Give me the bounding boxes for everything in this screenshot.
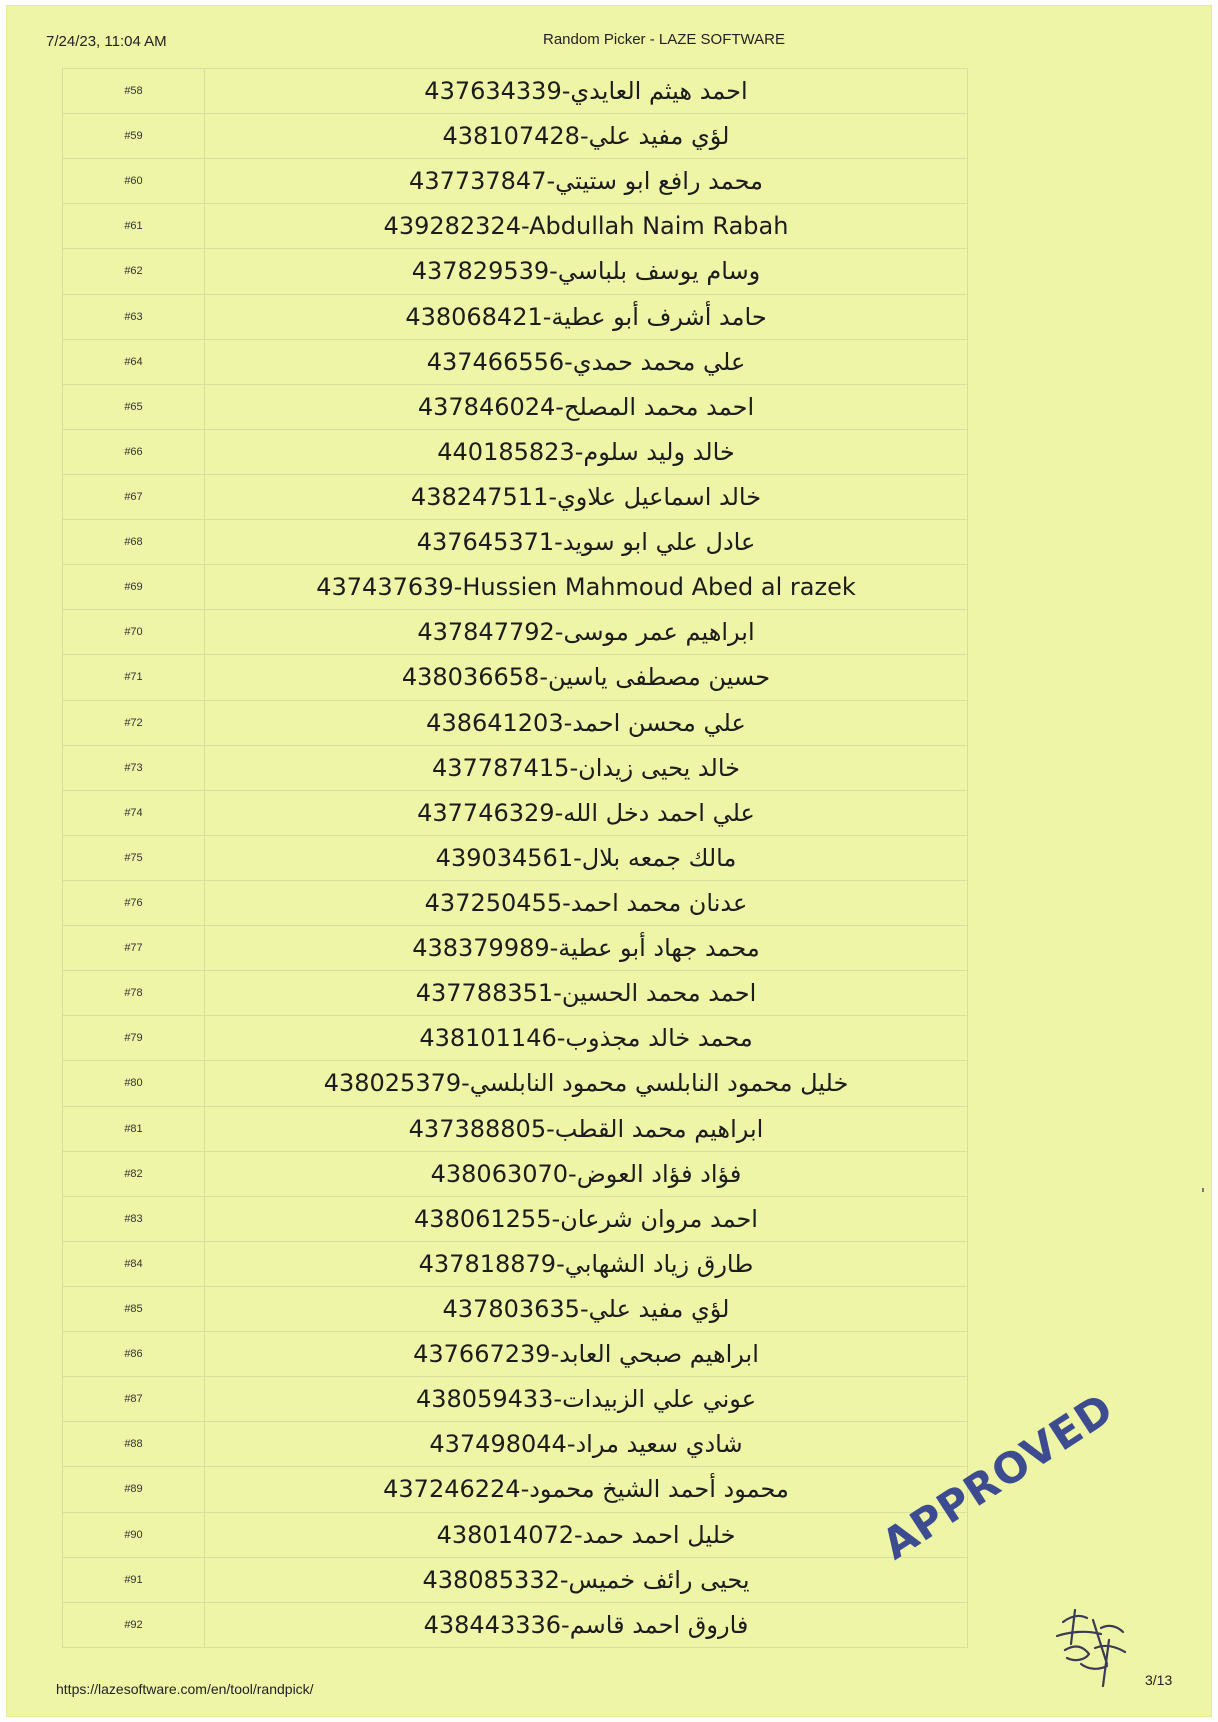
table-row [63,926,968,971]
row-entry: فؤاد فؤاد العوض-438063070 [205,1151,968,1196]
table-row [63,835,968,880]
table-row [63,1286,968,1331]
row-entry: محمد خالد مجذوب-438101146 [205,1016,968,1061]
row-number: #78 [63,971,205,1016]
row-entry: عوني علي الزبيدات-438059433 [205,1377,968,1422]
row-entry: يحيى رائف خميس-438085332 [205,1557,968,1602]
page-header-title [0,31,1218,48]
row-number: #92 [63,1602,205,1647]
row-number: #77 [63,926,205,971]
table-row [63,520,968,565]
row-entry: خالد يحيى زيدان-437787415 [205,745,968,790]
table-row [63,1422,968,1467]
row-entry: احمد هيثم العايدي-437634339 [205,69,968,114]
row-number: #71 [63,655,205,700]
table-row [63,1467,968,1512]
table-row [63,1106,968,1151]
row-entry: لؤي مفيد علي-437803635 [205,1286,968,1331]
row-entry: محمد رافع ابو ستيتي-437737847 [205,159,968,204]
table-row [63,1016,968,1061]
row-entry: ابراهيم محمد القطب-437388805 [205,1106,968,1151]
row-entry: طارق زياد الشهابي-437818879 [205,1241,968,1286]
table-row [63,429,968,474]
table-row [63,1602,968,1647]
row-number: #63 [63,294,205,339]
row-entry: محمد جهاد أبو عطية-438379989 [205,926,968,971]
header-title-text: Random Picker - LAZE SOFTWARE [543,31,785,48]
table-row [63,1151,968,1196]
print-datetime: 7/24/23, 11:04 AM [46,33,167,50]
table-row [63,655,968,700]
row-entry: حامد أشرف أبو عطية-438068421 [205,294,968,339]
row-entry: محمود أحمد الشيخ محمود-437246224 [205,1467,968,1512]
table-row [63,610,968,655]
row-number: #70 [63,610,205,655]
row-entry: لؤي مفيد علي-438107428 [205,114,968,159]
row-number: #84 [63,1241,205,1286]
table-row [63,1512,968,1557]
table-row [63,1196,968,1241]
row-number: #82 [63,1151,205,1196]
row-number: #74 [63,790,205,835]
table-row [63,1241,968,1286]
row-number: #76 [63,880,205,925]
row-number: #64 [63,339,205,384]
table-row [63,1332,968,1377]
row-number: #66 [63,429,205,474]
table-row [63,880,968,925]
row-entry: احمد محمد المصلح-437846024 [205,384,968,429]
row-number: #86 [63,1332,205,1377]
page-number: 3/13 [1145,1672,1173,1688]
row-number: #67 [63,474,205,519]
table-row [63,249,968,294]
row-entry: ابراهيم صبحي العابد-437667239 [205,1332,968,1377]
row-entry: 439282324-Abdullah Naim Rabah [205,204,968,249]
row-number: #59 [63,114,205,159]
row-entry: احمد محمد الحسين-437788351 [205,971,968,1016]
table-row [63,474,968,519]
row-number: #73 [63,745,205,790]
row-entry: احمد مروان شرعان-438061255 [205,1196,968,1241]
row-entry: حسين مصطفى ياسين-438036658 [205,655,968,700]
row-entry: خالد اسماعيل علاوي-438247511 [205,474,968,519]
picks-table-body [63,69,968,1648]
table-row [63,565,968,610]
table-row [63,69,968,114]
row-number: #91 [63,1557,205,1602]
row-number: #62 [63,249,205,294]
row-entry: وسام يوسف بلباسي-437829539 [205,249,968,294]
row-number: #80 [63,1061,205,1106]
table-row [63,204,968,249]
row-number: #79 [63,1016,205,1061]
row-entry: خليل احمد حمد-438014072 [205,1512,968,1557]
row-number: #68 [63,520,205,565]
row-number: #81 [63,1106,205,1151]
row-number: #60 [63,159,205,204]
row-entry: فاروق احمد قاسم-438443336 [205,1602,968,1647]
table-row [63,294,968,339]
table-row [63,384,968,429]
table-row [63,1061,968,1106]
source-url: https://lazesoftware.com/en/tool/randpick/ [56,1681,314,1697]
row-entry: عدنان محمد احمد-437250455 [205,880,968,925]
row-number: #72 [63,700,205,745]
table-row [63,159,968,204]
scan-speck [1202,1188,1204,1192]
row-entry: علي محمد حمدي-437466556 [205,339,968,384]
picks-table [62,68,968,1648]
table-row [63,339,968,384]
table-row [63,971,968,1016]
row-number: #89 [63,1467,205,1512]
row-number: #58 [63,69,205,114]
row-number: #65 [63,384,205,429]
row-entry: خالد وليد سلوم-440185823 [205,429,968,474]
table-row [63,700,968,745]
table-row [63,745,968,790]
row-entry: مالك جمعه بلال-439034561 [205,835,968,880]
table-row [63,790,968,835]
row-entry: ابراهيم عمر موسى-437847792 [205,610,968,655]
row-number: #69 [63,565,205,610]
row-number: #90 [63,1512,205,1557]
row-entry: شادي سعيد مراد-437498044 [205,1422,968,1467]
row-number: #87 [63,1377,205,1422]
row-number: #75 [63,835,205,880]
handwritten-signature [1045,1600,1135,1690]
approved-stamp: APPROVED [873,1383,1123,1569]
row-entry: 437437639-Hussien Mahmoud Abed al razek [205,565,968,610]
row-number: #61 [63,204,205,249]
row-number: #83 [63,1196,205,1241]
row-entry: علي محسن احمد-438641203 [205,700,968,745]
row-number: #88 [63,1422,205,1467]
table-row [63,1557,968,1602]
row-number: #85 [63,1286,205,1331]
table-row [63,1377,968,1422]
row-entry: خليل محمود النابلسي محمود النابلسي-438025379 [205,1061,968,1106]
row-entry: علي احمد دخل الله-437746329 [205,790,968,835]
table-row [63,114,968,159]
row-entry: عادل علي ابو سويد-437645371 [205,520,968,565]
